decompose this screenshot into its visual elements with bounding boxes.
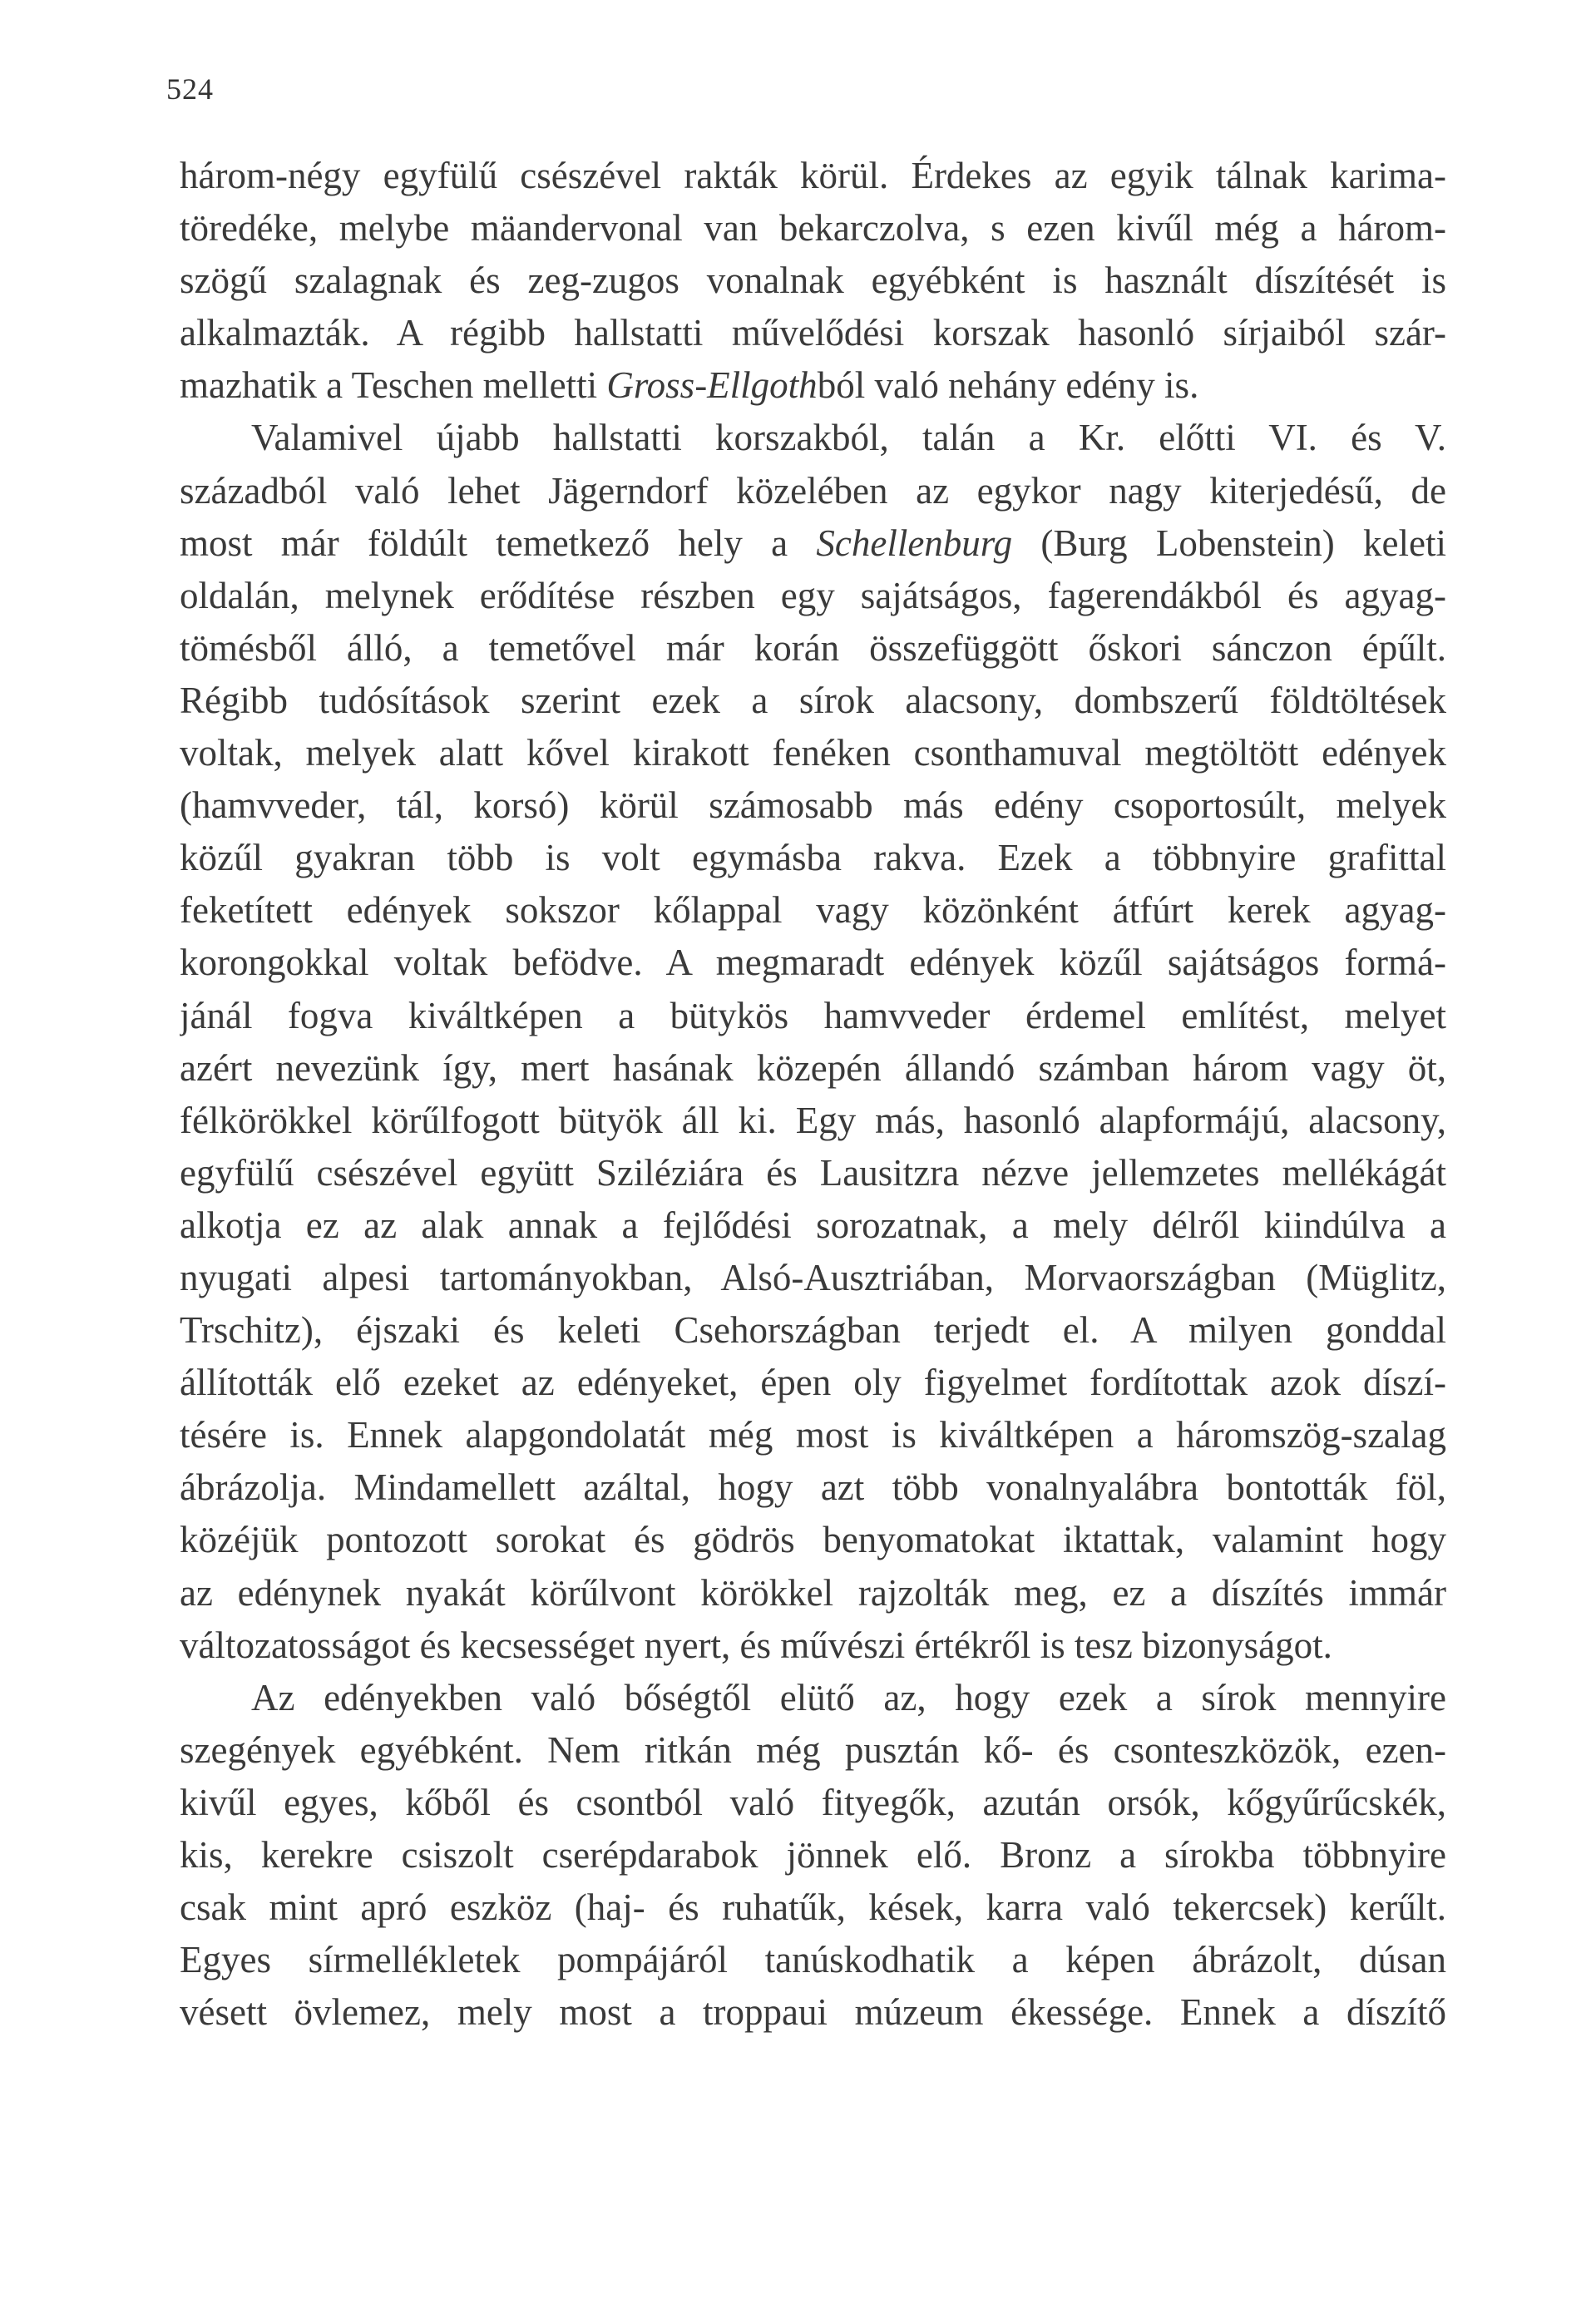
text-line: szögű szalagnak és zeg-zugos vonalnak egyébként is használt díszítését is bbox=[180, 260, 1446, 302]
text-line: voltak, melyek alatt kővel kirakott fenéken csonthamuval megtöltött edények bbox=[180, 732, 1446, 774]
text-line: feketített edények sokszor kőlappal vagy közönként átfúrt kerek agyag- bbox=[180, 889, 1446, 932]
text-line: félkörökkel körűlfogott bütyök áll ki. Egy más, hasonló alapformájú, alacsony, bbox=[180, 1099, 1446, 1141]
text-line: ábrázolja. Mindamellett azáltal, hogy azt több vonalnyalábra bontották föl, bbox=[180, 1466, 1446, 1509]
text-line: egyfülű csészével együtt Sziléziára és Lausitzra nézve jellemzetes mellékágát bbox=[180, 1151, 1446, 1194]
text-line: azért nevezünk így, mert hasának közepén állandó számban három vagy öt, bbox=[180, 1046, 1446, 1089]
text-line: közéjük pontozott sorokat és gödrös benyomatokat iktattak, valamint hogy bbox=[180, 1519, 1446, 1561]
text-line: állították elő ezeket az edényeket, épen oly figyelmet fordítottak azok díszí- bbox=[180, 1362, 1446, 1404]
text-line: korongokkal voltak befödve. A megmaradt edények közűl sajátságos formá- bbox=[180, 942, 1446, 984]
text-line: tömésből álló, a temetővel már korán összefüggött őskori sánczon épűlt. bbox=[180, 626, 1446, 669]
place-name-italic: Gross-Ellgoth bbox=[606, 364, 818, 407]
text-line: Az edényekben való bőségtől elütő az, hogy ezek a sírok mennyire bbox=[251, 1676, 1446, 1718]
text-line: változatosságot és kecsességet nyert, és művészi értékről is tesz bizonyságot. bbox=[180, 1624, 1332, 1666]
text-line: közűl gyakran több is volt egymásba rakva. Ezek a többnyire grafittal bbox=[180, 837, 1446, 879]
text-segment: (Burg Lobenstein) keleti bbox=[1012, 522, 1446, 564]
text-line bbox=[180, 359, 1446, 412]
text-segment: ból való nehány edény is. bbox=[817, 364, 1199, 407]
text-line: vésett övlemez, mely most a troppaui múzeum ékessége. Ennek a díszítő bbox=[180, 1991, 1446, 2034]
text-line: Valamivel újabb hallstatti korszakból, talán a Kr. előtti VI. és V. bbox=[251, 417, 1446, 459]
text-line: tésére is. Ennek alapgondolatát még most is kiváltképen a háromszög-szalag bbox=[180, 1414, 1446, 1456]
text-line: töredéke, melybe mäandervonal van bekarczolva, s ezen kivűl még a három- bbox=[180, 207, 1446, 250]
text-line bbox=[180, 517, 1446, 570]
text-line: szegények egyébként. Nem ritkán még pusztán kő- és csonteszközök, ezen- bbox=[180, 1728, 1446, 1771]
text-line: jánál fogva kiváltképen a bütykös hamvveder érdemel említést, melyet bbox=[180, 994, 1446, 1036]
text-line: (hamvveder, tál, korsó) körül számosabb más edény csoportosúlt, melyek bbox=[180, 784, 1446, 827]
text-line: kis, kerekre csiszolt cserépdarabok jönnek elő. Bronz a sírokba többnyire bbox=[180, 1834, 1446, 1876]
text-line: Régibb tudósítások szerint ezek a sírok alacsony, dombszerű földtöltések bbox=[180, 679, 1446, 721]
text-line: alkalmazták. A régibb hallstatti művelődési korszak hasonló sírjaiból szár- bbox=[180, 312, 1446, 354]
text-line: Trschitz), éjszaki és keleti Csehországban terjedt el. A milyen gonddal bbox=[180, 1309, 1446, 1352]
place-name-italic: Schellenburg bbox=[816, 522, 1013, 564]
text-line: Egyes sírmellékletek pompájáról tanúskodhatik a képen ábrázolt, dúsan bbox=[180, 1939, 1446, 1981]
text-line: kivűl egyes, kőből és csontból való fityegők, azután orsók, kőgyűrűcskék, bbox=[180, 1781, 1446, 1823]
text-line: csak mint apró eszköz (haj- és ruhatűk, kések, karra való tekercsek) kerűlt. bbox=[180, 1886, 1446, 1929]
text-segment: most már földúlt temetkező hely a bbox=[180, 522, 817, 564]
text-line: századból való lehet Jägerndorf közelében az egykor nagy kiterjedésű, de bbox=[180, 469, 1446, 512]
page-number: 524 bbox=[166, 72, 214, 106]
text-segment: mazhatik a Teschen melletti bbox=[180, 364, 607, 407]
text-line: oldalán, melynek erődítése részben egy sajátságos, fagerendákból és agyag- bbox=[180, 574, 1446, 616]
text-line: nyugati alpesi tartományokban, Alsó-Ausztriában, Morvaországban (Müglitz, bbox=[180, 1256, 1446, 1298]
text-line: három-négy egyfülű csészével rakták körül. Érdekes az egyik tálnak karima- bbox=[180, 155, 1446, 196]
body-text bbox=[180, 150, 1446, 2039]
text-line: alkotja ez az alak annak a fejlődési sorozatnak, a mely délről kiindúlva a bbox=[180, 1204, 1446, 1246]
text-line: az edénynek nyakát körűlvont körökkel rajzolták meg, ez a díszítés immár bbox=[180, 1571, 1446, 1614]
